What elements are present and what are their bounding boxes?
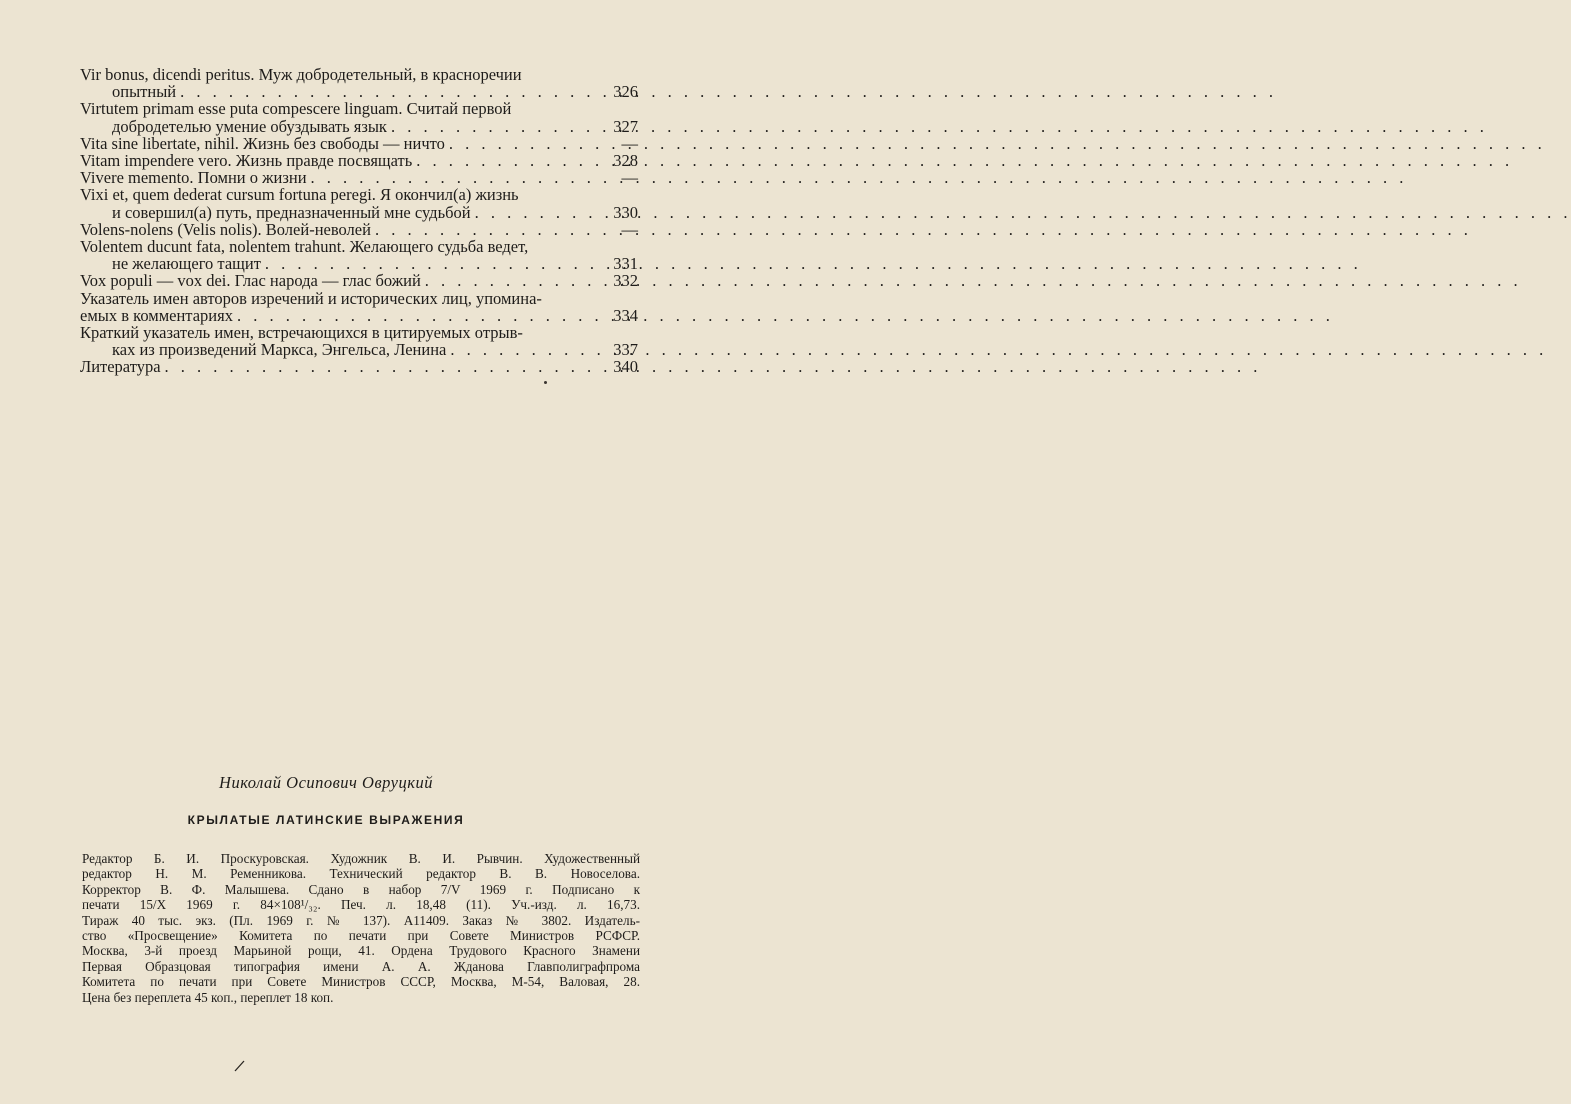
toc-entry-text: Volentem ducunt fata, nolentem trahunt. Желающего судьба ведет, bbox=[80, 237, 529, 257]
toc-entry bbox=[80, 290, 638, 324]
print-speck bbox=[544, 381, 547, 384]
toc-entry-text: Vita sine libertate, nihil. Жизнь без свободы — ничто bbox=[80, 133, 445, 153]
imprint-line: Первая Образцовая типография имени А. А. Жданова Главполиграфпрома bbox=[82, 958, 640, 974]
toc-line bbox=[80, 290, 638, 307]
toc-line bbox=[80, 186, 638, 203]
imprint-line: Тираж 40 тыс. экз. (Пл. 1969 г. № 137). А11409. Заказ № 3802. Издатель- bbox=[82, 912, 640, 928]
toc-line bbox=[80, 221, 638, 238]
toc-entry-text: Virtutem primam esse puta compescere linguam. Считай первой bbox=[80, 99, 512, 119]
imprint-line: ство «Просвещение» Комитета по печати при Совете Министров РСФСР. bbox=[82, 928, 640, 944]
toc-line bbox=[80, 272, 638, 289]
toc-page-number: 331 bbox=[613, 254, 638, 274]
toc-entry bbox=[80, 358, 638, 375]
toc-entry bbox=[80, 152, 638, 169]
leader-dots bbox=[261, 255, 604, 272]
table-of-contents bbox=[80, 66, 638, 376]
toc-entry-text: добродетелью умение обуздывать язык bbox=[112, 116, 387, 136]
imprint-line: печати 15/X 1969 г. 84×108¹/₃₂. Печ. л. 18,48 (11). Уч.-изд. л. 16,73. bbox=[82, 897, 640, 913]
toc-entry bbox=[80, 135, 638, 152]
toc-entry bbox=[80, 324, 638, 358]
leader-dots bbox=[471, 204, 604, 221]
toc-entry-text: Vox populi — vox dei. Глас народа — глас божий bbox=[80, 271, 421, 291]
toc-entry-text: Vir bonus, dicendi peritus. Муж добродетельный, в красноречии bbox=[80, 65, 522, 84]
toc-page-number: 330 bbox=[613, 202, 638, 222]
leader-dots bbox=[233, 307, 604, 324]
toc-entry-text: Vivere memento. Помни о жизни bbox=[80, 168, 307, 188]
leader-dots bbox=[446, 341, 604, 358]
imprint-line: Комитета по печати при Совете Министров СССР, Москва, М-54, Валовая, 28. bbox=[82, 974, 640, 990]
toc-entry-text: не желающего тащит bbox=[112, 254, 261, 274]
toc-line bbox=[80, 100, 638, 117]
toc-entry bbox=[80, 66, 638, 100]
leader-dots bbox=[412, 152, 604, 169]
toc-page-number: — bbox=[621, 133, 638, 153]
leader-dots bbox=[387, 118, 604, 135]
toc-entry-text: Vixi et, quem dederat cursum fortuna peregi. Я окончил(а) жизнь bbox=[80, 185, 519, 205]
toc-page-number: — bbox=[621, 219, 638, 239]
toc-entry-text: и совершил(а) путь, предназначенный мне судьбой bbox=[112, 202, 471, 222]
toc-page-number: 328 bbox=[613, 151, 638, 171]
leader-dots bbox=[307, 169, 604, 186]
toc-entry-text: Указатель имен авторов изречений и исторических лиц, упомина- bbox=[80, 288, 542, 308]
toc-entry bbox=[80, 186, 638, 220]
imprint-line: Цена без переплета 45 коп., переплет 18 коп. bbox=[82, 989, 334, 1005]
toc-page-number: 332 bbox=[613, 271, 638, 291]
imprint-line: редактор Н. М. Ременникова. Технический редактор В. В. Новоселова. bbox=[82, 866, 640, 882]
toc-entry bbox=[80, 272, 638, 289]
leader-dots bbox=[161, 358, 604, 375]
toc-entry-text: емых в комментариях bbox=[80, 305, 233, 325]
toc-entry bbox=[80, 238, 638, 272]
toc-line bbox=[80, 324, 638, 341]
toc-entry bbox=[80, 221, 638, 238]
toc-page-number: 340 bbox=[613, 357, 638, 377]
imprint-line: Москва, 3-й проезд Марьиной рощи, 41. Ордена Трудового Красного Знамени bbox=[82, 943, 640, 959]
toc-entry-text: опытный bbox=[112, 82, 177, 102]
leader-dots bbox=[371, 221, 604, 238]
toc-line bbox=[80, 152, 638, 169]
toc-entry-text: Vitam impendere vero. Жизнь правде посвящать bbox=[80, 151, 413, 171]
toc-entry-text: Volens-nolens (Velis nolis). Волей-неволей bbox=[80, 219, 371, 239]
toc-entry-text: ках из произведений Маркса, Энгельса, Ленина bbox=[112, 340, 447, 360]
toc-line bbox=[80, 341, 638, 358]
document-page bbox=[0, 0, 652, 1104]
toc-entry-text: Литература bbox=[80, 357, 161, 377]
toc-page-number: 326 bbox=[613, 82, 638, 102]
leader-dots bbox=[445, 135, 604, 152]
toc-line bbox=[80, 204, 638, 221]
toc-line bbox=[80, 83, 638, 100]
author-name: Николай Осипович Овруцкий bbox=[219, 773, 433, 792]
toc-entry-text: Краткий указатель имен, встречающихся в цитируемых отрыв- bbox=[80, 323, 523, 343]
toc-page-number: 337 bbox=[613, 340, 638, 360]
toc-line bbox=[80, 307, 638, 324]
imprint-line: Редактор Б. И. Проскуровская. Художник В. И. Рывчин. Художественный bbox=[82, 851, 640, 866]
toc-line bbox=[80, 66, 638, 83]
pen-mark-icon bbox=[233, 1059, 247, 1073]
book-title: КРЫЛАТЫЕ ЛАТИНСКИЕ ВЫРАЖЕНИЯ bbox=[187, 813, 465, 827]
toc-line bbox=[80, 169, 638, 186]
toc-entry bbox=[80, 169, 638, 186]
toc-page-number: 334 bbox=[613, 305, 638, 325]
toc-line bbox=[80, 118, 638, 135]
leader-dots bbox=[176, 83, 604, 100]
toc-line bbox=[80, 135, 638, 152]
leader-dots bbox=[421, 272, 604, 289]
toc-entry bbox=[80, 100, 638, 134]
toc-line bbox=[80, 255, 638, 272]
toc-line bbox=[80, 358, 638, 375]
toc-page-number: — bbox=[621, 168, 638, 188]
toc-page-number: 327 bbox=[613, 116, 638, 136]
toc-line bbox=[80, 238, 638, 255]
imprint-line: Корректор В. Ф. Малышева. Сдано в набор 7/V 1969 г. Подписано к bbox=[82, 881, 640, 897]
imprint-block bbox=[82, 851, 640, 1005]
